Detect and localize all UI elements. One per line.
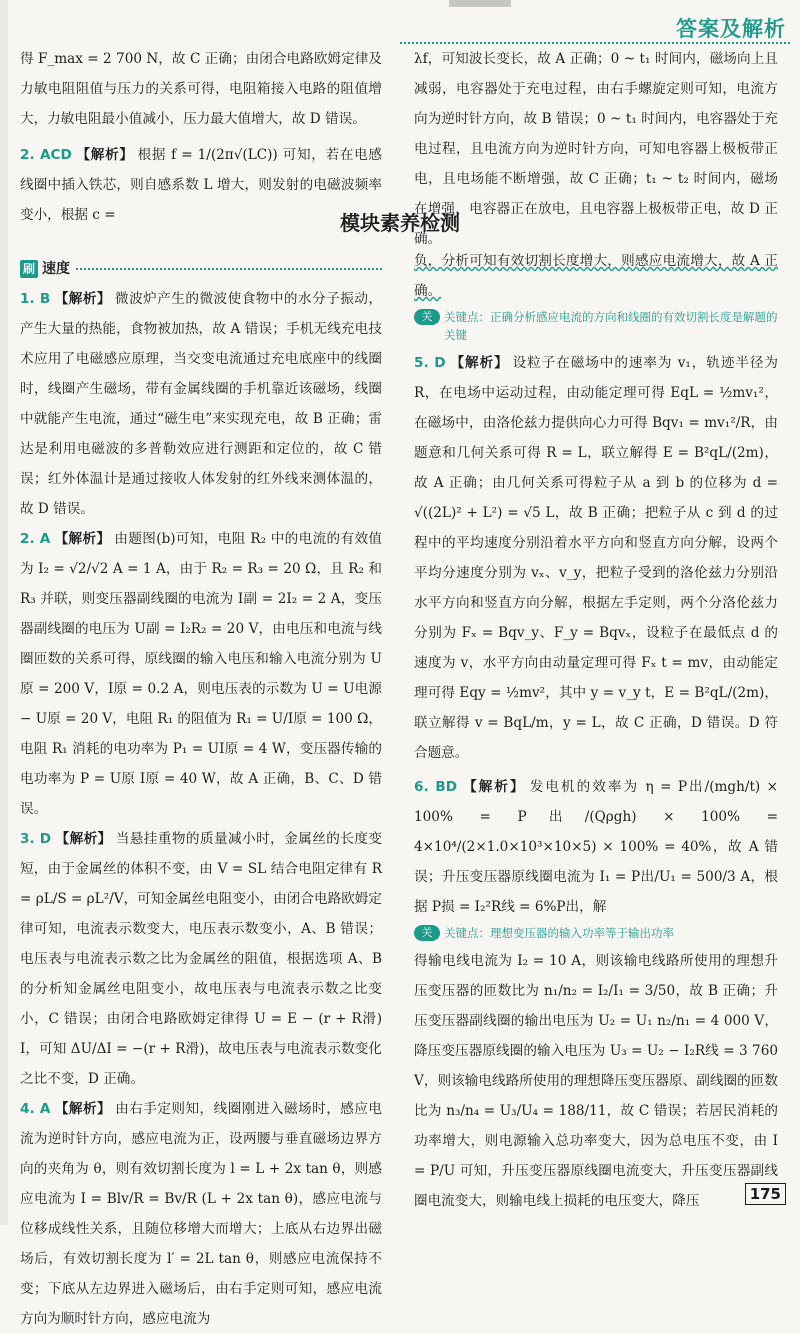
question-number: 3. D [20, 831, 52, 847]
question-number: 4. A [20, 1101, 51, 1117]
key-point-note [414, 924, 778, 942]
answer-1 [20, 284, 382, 524]
analysis-tag: 【解析】 [461, 779, 526, 795]
speed-badge: 刷 [20, 260, 38, 278]
answer-2 [20, 524, 382, 824]
section-title: 模块素养检测 [340, 211, 460, 235]
left-column [20, 258, 382, 1334]
top-left-column [20, 44, 382, 230]
question-number: 1. B [20, 291, 51, 307]
analysis-tag: 【解析】 [54, 531, 111, 547]
answer-text: 设粒子在磁场中的速率为 v₁，轨迹半径为 R，在电场中运动过程，由动能定理可得 EqL = ½mv₁²，在磁场中，由洛伦兹力提供向心力可得 Bqv₁ = mv₁²/R，由题意和几何关系可得 R = L，联立解得 E = B²qL/(2m)，故 A 正确；由几何关系可得粒子从 a 到 b 的位移为 d = √((2L)² + L²) = √5 L，故 B 正确；把粒子从 c 到 d 的过程中的平均速度分别沿着水平方向和竖直方向分解，设两个平均分速度分别为 vₓ、v_y，把粒子受到的洛伦兹力分别沿水平方向和竖直方向分解，根据左手定则，两个分洛伦兹力分别为 Fₓ = Bqv_y、F_y = Bqvₓ，设粒子在最低点 d 的速度为 v，水平方向由动量定理可得 Fₓ t = mv，由动能定理可得 Eqy = ½mv²，其中 y = v_y t，E = B²qL/(2m)，联立解得 v = BqL/m，y = L，故 C 正确，D 错误。D 符合题意。 [414, 355, 779, 761]
answer-text: 负，分析可知有效切割长度增大，则感应电流增大，故 A 正确。 [414, 253, 778, 299]
answer-text: 根据 f = 1/(2π√(LC)) 可知，若在电感线圈中插入铁芯，则自感系数 L 增大，则发射的电磁波频率变小，根据 c = [20, 147, 382, 223]
key-point-text: 关键点：理想变压器的输入功率等于输出功率 [444, 926, 674, 940]
analysis-tag: 【解析】 [54, 1101, 112, 1117]
answer-4 [20, 1094, 382, 1334]
page-edge-shadow [0, 0, 8, 1225]
key-point-note [414, 308, 778, 344]
page-number: 175 [745, 1183, 786, 1205]
answer-5 [414, 348, 778, 768]
key-point-text: 关键点：正确分析感应电流的方向和线圈的有效切割长度是解题的关键 [444, 310, 778, 342]
answer-6 [414, 772, 778, 922]
answer-text: 当悬挂重物的质量减小时，金属丝的长度变短，由于金属丝的体积不变，由 V = SL 结合电阻定律有 R = ρL/S = ρL²/V，可知金属丝电阻变小，由闭合电路欧姆定律可知，电流表示数变大，电压表示数变小，A、B 错误；电压表与电流表示数之比为金属丝的阻值，根据选项 A、B 的分析知金属丝电阻变小，故电压表与电流表示数之比变小，C 错误；由闭合电路欧姆定律得 U = E − (r + R滑) I，可知 ΔU/ΔI = −(r + R滑)，故电压表与电流表示数变化之比不变，D 正确。 [20, 831, 383, 1087]
answer-text: 由右手定则知，线圈刚进入磁场时，感应电流为逆时针方向，感应电流为正，设两腰与垂直磁场边界方向的夹角为 θ，则有效切割长度为 l = L + 2x tan θ，则感应电流为 I = Blv/R = Bv/R (L + 2x tan θ)，感应电流与位移成线性关系，且随位移增大而增大；上底从右边界出磁场后，有效切割长度为 l′ = 2L tan θ，则感应电流保持不变；下底从左边界进入磁场后，由右手定则可知，感应电流方向为顺时针方向，感应电流为 [20, 1101, 382, 1327]
question-number: 2. A [20, 531, 51, 547]
answer-text: 发电机的效率为 η = P出/(mgh/t) × 100% = P出/(Qρgh) × 100% = 4×10⁴/(2×1.0×10³×10×5) × 100% = 40%，故 A 错误；升压变压器原线圈电流为 I₁ = P出/U₁ = 500/3 A，根据 P损 = I₂²R线 = 6%P出，解 [414, 779, 778, 915]
question-number: 5. D [414, 355, 446, 371]
header-title: 答案及解析 [676, 17, 786, 41]
answer-4-continued [414, 246, 778, 306]
analysis-tag: 【解析】 [54, 291, 111, 307]
key-point-icon: 关 [414, 309, 440, 325]
top-tab-mark [449, 0, 511, 7]
analysis-tag: 【解析】 [55, 831, 112, 847]
key-point-icon: 关 [414, 925, 440, 941]
top-left-paragraph: 得 F_max = 2 700 N，故 C 正确；由闭合电路欧姆定律及力敏电阻阻值与压力的关系可得，电阻箱接入电路的阻值增大，力敏电阻最小值减小，压力最大值增大，故 D 错误。 [20, 51, 382, 127]
analysis-tag: 【解析】 [75, 147, 134, 163]
speed-divider [76, 268, 382, 270]
question-number: 6. BD [414, 779, 458, 795]
answer-3 [20, 824, 382, 1094]
answer-6-continued: 得输电线电流为 I₂ = 10 A，则该输电线路所使用的理想升压变压器的匝数比为 n₁/n₂ = I₂/I₁ = 3/50，故 B 正确；升压变压器副线圈的输出电压为 U₂ = U₁ n₂/n₁ = 4 000 V，降压变压器原线圈的输入电压为 U₃ = U₂ − I₂R线 = 3 760 V，则该输电线路所使用的理想降压变压器原、副线圈的匝数比为 n₃/n₄ = U₃/U₄ = 188/11，故 C 错误；若居民消耗的功率增大，则电源输入总功率变大，因为总电压不变，由 I = P/U 可知，升压变压器原线圈电流变大，升压变压器副线圈电流变大，则输电线上损耗的电压变大，降压 [414, 953, 778, 1209]
question-number: 2. ACD [20, 147, 72, 163]
top-right-paragraph: λf，可知波长变长，故 A 正确；0 ~ t₁ 时间内，磁场向上且减弱，电容器处于充电过程，由右手螺旋定则可知，电流方向为逆时针方向，故 B 错误；0 ~ t₁ 时间内，电容器处于充电过程，且电流方向为逆时针方向，可知电容器上极板带正电，且电场能不断增强，故 C 正确；t₁ ~ t₂ 时间内，磁场在增强，电容器正在放电，且电容器上极板带正电，故 D 正确。 [414, 51, 778, 247]
answer-text: 微波炉产生的微波使食物中的水分子振动，产生大量的热能，食物被加热，故 A 错误；手机无线充电技术应用了电磁感应原理，当交变电流通过充电底座中的线圈时，线圈产生磁场，带有金属线圈的手机靠近该磁场，线圈中就能产生电流，通过“磁生电”来实现充电，故 B 正确；雷达是利用电磁波的多普勒效应进行测距和定位的，故 C 错误；红外体温计是通过接收人体发射的红外线来测体温的，故 D 错误。 [20, 291, 382, 517]
speed-heading [20, 258, 382, 280]
right-column [414, 246, 778, 1216]
speed-label: 速度 [42, 261, 70, 277]
answer-text: 由题图(b)可知，电阻 R₂ 中的电流的有效值为 I₂ = √2/√2 A = 1 A，由于 R₂ = R₃ = 20 Ω，且 R₂ 和 R₃ 并联，则变压器副线圈的电流为 I副 = 2I₂ = 2 A，变压器副线圈的电压为 U副 = I₂R₂ = 20 V，由电压和电流与线圈匝数的关系可得，原线圈的输入电压和输入电流分别为 U原 = 200 V，I原 = 0.2 A，则电压表的示数为 U = U电源 − U原 = 20 V，电阻 R₁ 的阻值为 R₁ = U/I原 = 100 Ω，电阻 R₁ 消耗的电功率为 P₁ = UI原 = 4 W，变压器传输的电功率为 P = U原 I原 = 40 W，故 A 正确，B、C、D 错误。 [20, 531, 382, 817]
analysis-tag: 【解析】 [449, 355, 509, 371]
